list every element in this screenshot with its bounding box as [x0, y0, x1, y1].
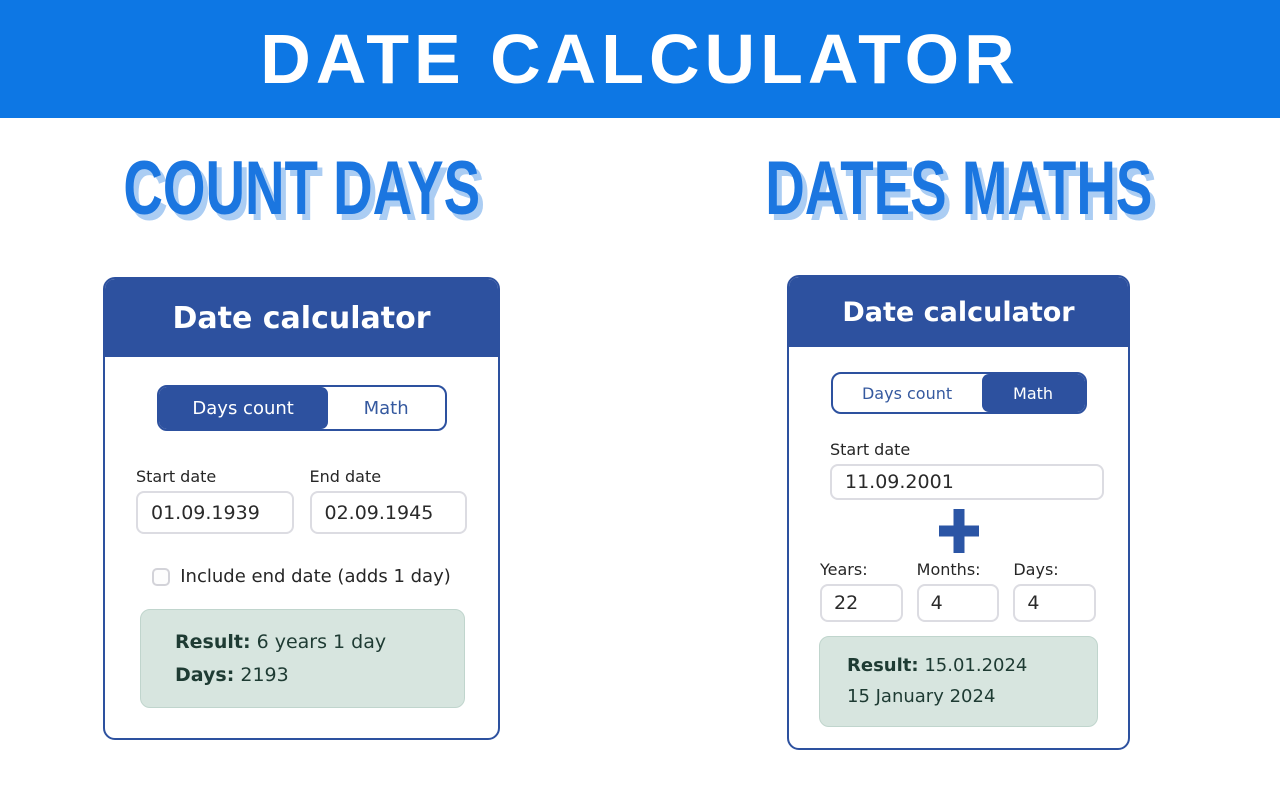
- result-line: [847, 651, 1081, 682]
- section-heading-dates-maths: [764, 145, 1153, 231]
- mode-tabs: [157, 385, 447, 431]
- months-input[interactable]: [917, 584, 1000, 622]
- page-title: DATE CALCULATOR: [260, 20, 1020, 98]
- result-long-date: 15 January 2024: [847, 685, 996, 707]
- date-fields-row: [105, 467, 498, 534]
- years-input[interactable]: [820, 584, 903, 622]
- end-date-field: [310, 467, 468, 534]
- days-label: Days:: [175, 663, 235, 686]
- months-label: Months:: [916, 560, 981, 579]
- offset-fields-row: [789, 560, 1128, 622]
- result-box: [140, 609, 465, 708]
- end-date-input[interactable]: [310, 491, 468, 534]
- years-label: Years:: [820, 560, 868, 579]
- years-field: [820, 560, 903, 622]
- result-line: [175, 626, 446, 659]
- start-date-field: [830, 440, 1104, 500]
- result-label: Result:: [175, 631, 251, 653]
- days-field: [1013, 560, 1096, 622]
- start-date-input[interactable]: [830, 464, 1104, 500]
- date-math-calculator-card: [787, 275, 1130, 750]
- start-date-field: [136, 467, 294, 534]
- tab-days-count[interactable]: Days count: [861, 383, 953, 403]
- mode-tabs: [831, 372, 1087, 414]
- months-field: [917, 560, 1000, 622]
- days-input[interactable]: [1013, 584, 1096, 622]
- start-date-label: Start date: [136, 467, 217, 486]
- card-title: Date calculator: [842, 296, 1075, 328]
- result-value: 6 years 1 day: [256, 631, 387, 653]
- tab-days-count[interactable]: Days count: [159, 387, 328, 429]
- result-value: 15.01.2024: [924, 655, 1028, 676]
- days-label: Days:: [1013, 560, 1059, 579]
- end-date-label: End date: [309, 467, 382, 486]
- include-end-date-label: Include end date (adds 1 day): [180, 566, 451, 587]
- start-date-label: Start date: [830, 440, 911, 459]
- plus-icon: [939, 509, 979, 553]
- card-title: Date calculator: [172, 300, 431, 336]
- days-line: [175, 659, 446, 692]
- tab-math[interactable]: Math: [363, 397, 409, 419]
- days-count-calculator-card: [103, 277, 500, 740]
- result-box: [819, 636, 1098, 727]
- start-date-input[interactable]: [136, 491, 294, 534]
- operator-row: [789, 509, 1128, 553]
- card-header: [789, 277, 1128, 347]
- section-heading-count-days: [103, 146, 500, 230]
- days-value: 2193: [240, 663, 289, 686]
- include-end-date-checkbox[interactable]: [152, 568, 170, 586]
- count-days-heading: COUNT DAYS: [123, 145, 480, 231]
- result-label: Result:: [847, 655, 919, 676]
- card-header: [105, 279, 498, 357]
- dates-maths-heading: DATES MATHS: [764, 145, 1153, 231]
- include-end-date-row: [105, 566, 498, 587]
- tab-math[interactable]: Math: [982, 374, 1085, 412]
- top-banner: [0, 0, 1280, 118]
